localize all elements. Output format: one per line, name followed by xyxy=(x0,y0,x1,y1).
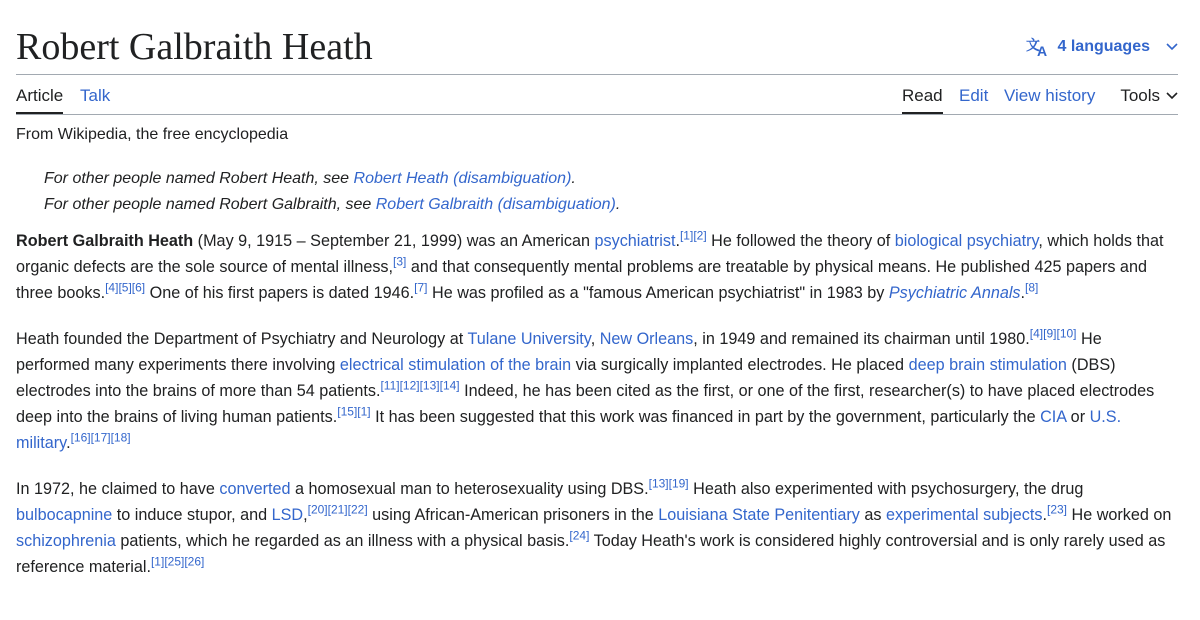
text: One of his first papers is dated 1946. xyxy=(145,284,415,302)
title-bar xyxy=(16,22,1178,75)
paragraph-intro xyxy=(16,228,1176,306)
citation xyxy=(337,405,370,419)
tools-label: Tools xyxy=(1120,86,1160,105)
link-bulbocapnine[interactable]: bulbocapnine xyxy=(16,506,113,524)
citation-link[interactable]: [13] xyxy=(648,476,669,491)
citation-link[interactable]: [1] xyxy=(679,228,694,243)
paragraph-tulane xyxy=(16,326,1176,456)
text: In 1972, he claimed to have xyxy=(16,480,220,498)
text: He performed many experiments there involving xyxy=(16,330,1102,374)
languages-label: 4 languages xyxy=(1057,38,1150,55)
site-tagline: From Wikipedia, the free encyclopedia xyxy=(16,126,289,143)
citation-link[interactable]: [11] xyxy=(380,378,400,393)
hatnote-text: . xyxy=(615,196,621,213)
citation xyxy=(1047,503,1067,517)
citation-link[interactable]: [25] xyxy=(164,554,185,569)
link-electrical-stimulation[interactable]: electrical stimulation of the brain xyxy=(339,356,572,374)
svg-text:A: A xyxy=(1036,43,1047,58)
citation-link[interactable]: [16] xyxy=(70,430,91,445)
link-cia[interactable]: CIA xyxy=(1040,408,1067,426)
translate-icon xyxy=(1026,36,1050,58)
tab-talk[interactable]: Talk xyxy=(80,86,111,105)
citation-link[interactable]: [8] xyxy=(1025,280,1039,295)
citation xyxy=(1030,327,1077,341)
text: as xyxy=(859,506,886,524)
text: using African-American prisoners in the xyxy=(367,506,659,524)
citation-link[interactable]: [20] xyxy=(307,502,328,517)
citation-link[interactable]: [2] xyxy=(693,228,707,243)
citation-link[interactable]: [4] xyxy=(105,280,119,295)
link-tulane-university[interactable]: Tulane University xyxy=(467,330,591,348)
tools-menu[interactable] xyxy=(1120,74,1178,116)
link-converted[interactable]: converted xyxy=(219,480,291,498)
link-deep-brain-stimulation[interactable]: deep brain stimulation xyxy=(908,356,1067,374)
article-subject: Robert Galbraith Heath xyxy=(16,232,194,250)
citation-link[interactable]: [3] xyxy=(393,254,407,269)
text: . xyxy=(675,232,680,250)
link-schizophrenia[interactable]: schizophrenia xyxy=(16,532,116,550)
page-tabs xyxy=(16,74,1178,115)
citation-link[interactable]: [17] xyxy=(90,430,111,445)
citation xyxy=(649,477,689,491)
text: a homosexual man to heterosexuality using DBS. xyxy=(290,480,649,498)
text: , in 1949 and remained its chairman until 1980. xyxy=(693,330,1030,348)
hatnote-text: For other people named Robert Heath, see xyxy=(44,170,354,187)
citation-link[interactable]: [7] xyxy=(414,280,428,295)
chevron-down-icon xyxy=(1166,92,1178,100)
text: and that consequently mental problems are treatable by physical means. He published 425 papers and three books. xyxy=(16,258,1147,302)
citation xyxy=(380,379,459,393)
paragraph-experiments xyxy=(16,476,1176,580)
citation xyxy=(680,229,707,243)
citation-link[interactable]: [10] xyxy=(1056,326,1077,341)
text: He was profiled as a "famous American psychiatrist" in 1983 by xyxy=(427,284,889,302)
link-new-orleans[interactable]: New Orleans xyxy=(599,330,694,348)
link-lsd[interactable]: LSD xyxy=(271,506,304,524)
text: (DBS) electrodes into the brains of more than 54 patients. xyxy=(16,356,1116,400)
text: (May 9, 1915 – September 21, 1999) was an American xyxy=(193,232,595,250)
text: Indeed, he has been cited as the first, or one of the first, researcher(s) to have placed electrodes deep into the brains of living human patients. xyxy=(16,382,1155,426)
citation-link[interactable]: [26] xyxy=(184,554,205,569)
citation-link[interactable]: [21] xyxy=(327,502,348,517)
hatnote xyxy=(44,166,620,192)
citation xyxy=(105,281,145,295)
tab-view-history[interactable]: View history xyxy=(1004,86,1096,105)
chevron-down-icon xyxy=(1166,43,1178,51)
link-us-military[interactable]: U.S. military xyxy=(16,408,1122,452)
citation-link[interactable]: [12] xyxy=(399,378,420,393)
disambiguation-link[interactable]: Robert Galbraith (disambiguation) xyxy=(375,196,616,213)
citation xyxy=(308,503,368,517)
citation xyxy=(71,431,131,445)
tab-edit[interactable]: Edit xyxy=(959,86,989,105)
text: to induce stupor, and xyxy=(112,506,272,524)
text: Heath also experimented with psychosurgery, the drug xyxy=(688,480,1084,498)
text: He followed the theory of xyxy=(706,232,895,250)
text: patients, which he regarded as an illness with a physical basis. xyxy=(115,532,570,550)
link-louisiana-state-penitentiary[interactable]: Louisiana State Penitentiary xyxy=(658,506,860,524)
article-body xyxy=(16,228,1176,600)
citation-link[interactable]: [24] xyxy=(569,528,590,543)
languages-button[interactable] xyxy=(1026,32,1178,62)
citation-link[interactable]: [22] xyxy=(347,502,368,517)
svg-text:文: 文 xyxy=(1025,38,1040,54)
text: He worked on xyxy=(1067,506,1172,524)
citation-link[interactable]: [6] xyxy=(131,280,146,295)
citation xyxy=(151,555,204,569)
text: Heath founded the Department of Psychiatry and Neurology at xyxy=(16,330,468,348)
link-psychiatric-annals[interactable]: Psychiatric Annals xyxy=(888,284,1021,302)
tab-read[interactable]: Read xyxy=(902,74,943,114)
hatnote-text: For other people named Robert Galbraith, see xyxy=(44,196,376,213)
citation-link[interactable]: [13] xyxy=(419,378,440,393)
citation-link[interactable]: [23] xyxy=(1047,502,1068,517)
text: , which holds that organic defects are the sole source of mental illness, xyxy=(16,232,1164,276)
text: . xyxy=(1042,506,1047,524)
hatnotes xyxy=(44,166,620,218)
citation xyxy=(569,529,589,543)
citation xyxy=(1025,281,1038,295)
text: Today Heath's work is considered highly controversial and is only rarely used as reference material. xyxy=(16,532,1166,576)
citation-link[interactable]: [15] xyxy=(337,404,358,419)
hatnote-text: . xyxy=(571,170,576,187)
page-title: Robert Galbraith Heath xyxy=(16,26,373,68)
citation-link[interactable]: [1] xyxy=(357,404,371,419)
text: or xyxy=(1066,408,1090,426)
link-biological-psychiatry[interactable]: biological psychiatry xyxy=(894,232,1039,250)
citation-link[interactable]: [4] xyxy=(1029,326,1044,341)
citation xyxy=(414,281,427,295)
citation xyxy=(393,255,406,269)
tab-article[interactable]: Article xyxy=(16,74,63,114)
link-psychiatrist[interactable]: psychiatrist xyxy=(594,232,676,250)
citation-link[interactable]: [1] xyxy=(150,554,165,569)
citation-link[interactable]: [18] xyxy=(110,430,131,445)
text: , xyxy=(590,330,600,348)
text: . xyxy=(66,434,71,452)
citation-link[interactable]: [5] xyxy=(118,280,132,295)
citation-link[interactable]: [14] xyxy=(439,378,460,393)
disambiguation-link[interactable]: Robert Heath (disambiguation) xyxy=(353,170,572,187)
text: . xyxy=(1020,284,1026,302)
citation-link[interactable]: [9] xyxy=(1043,326,1057,341)
text: It has been suggested that this work was financed in part by the government, particularly the xyxy=(370,408,1041,426)
hatnote xyxy=(44,192,620,218)
link-experimental-subjects[interactable]: experimental subjects xyxy=(885,506,1043,524)
citation-link[interactable]: [19] xyxy=(668,476,689,491)
text: via surgically implanted electrodes. He placed xyxy=(571,356,909,374)
text: , xyxy=(303,506,308,524)
